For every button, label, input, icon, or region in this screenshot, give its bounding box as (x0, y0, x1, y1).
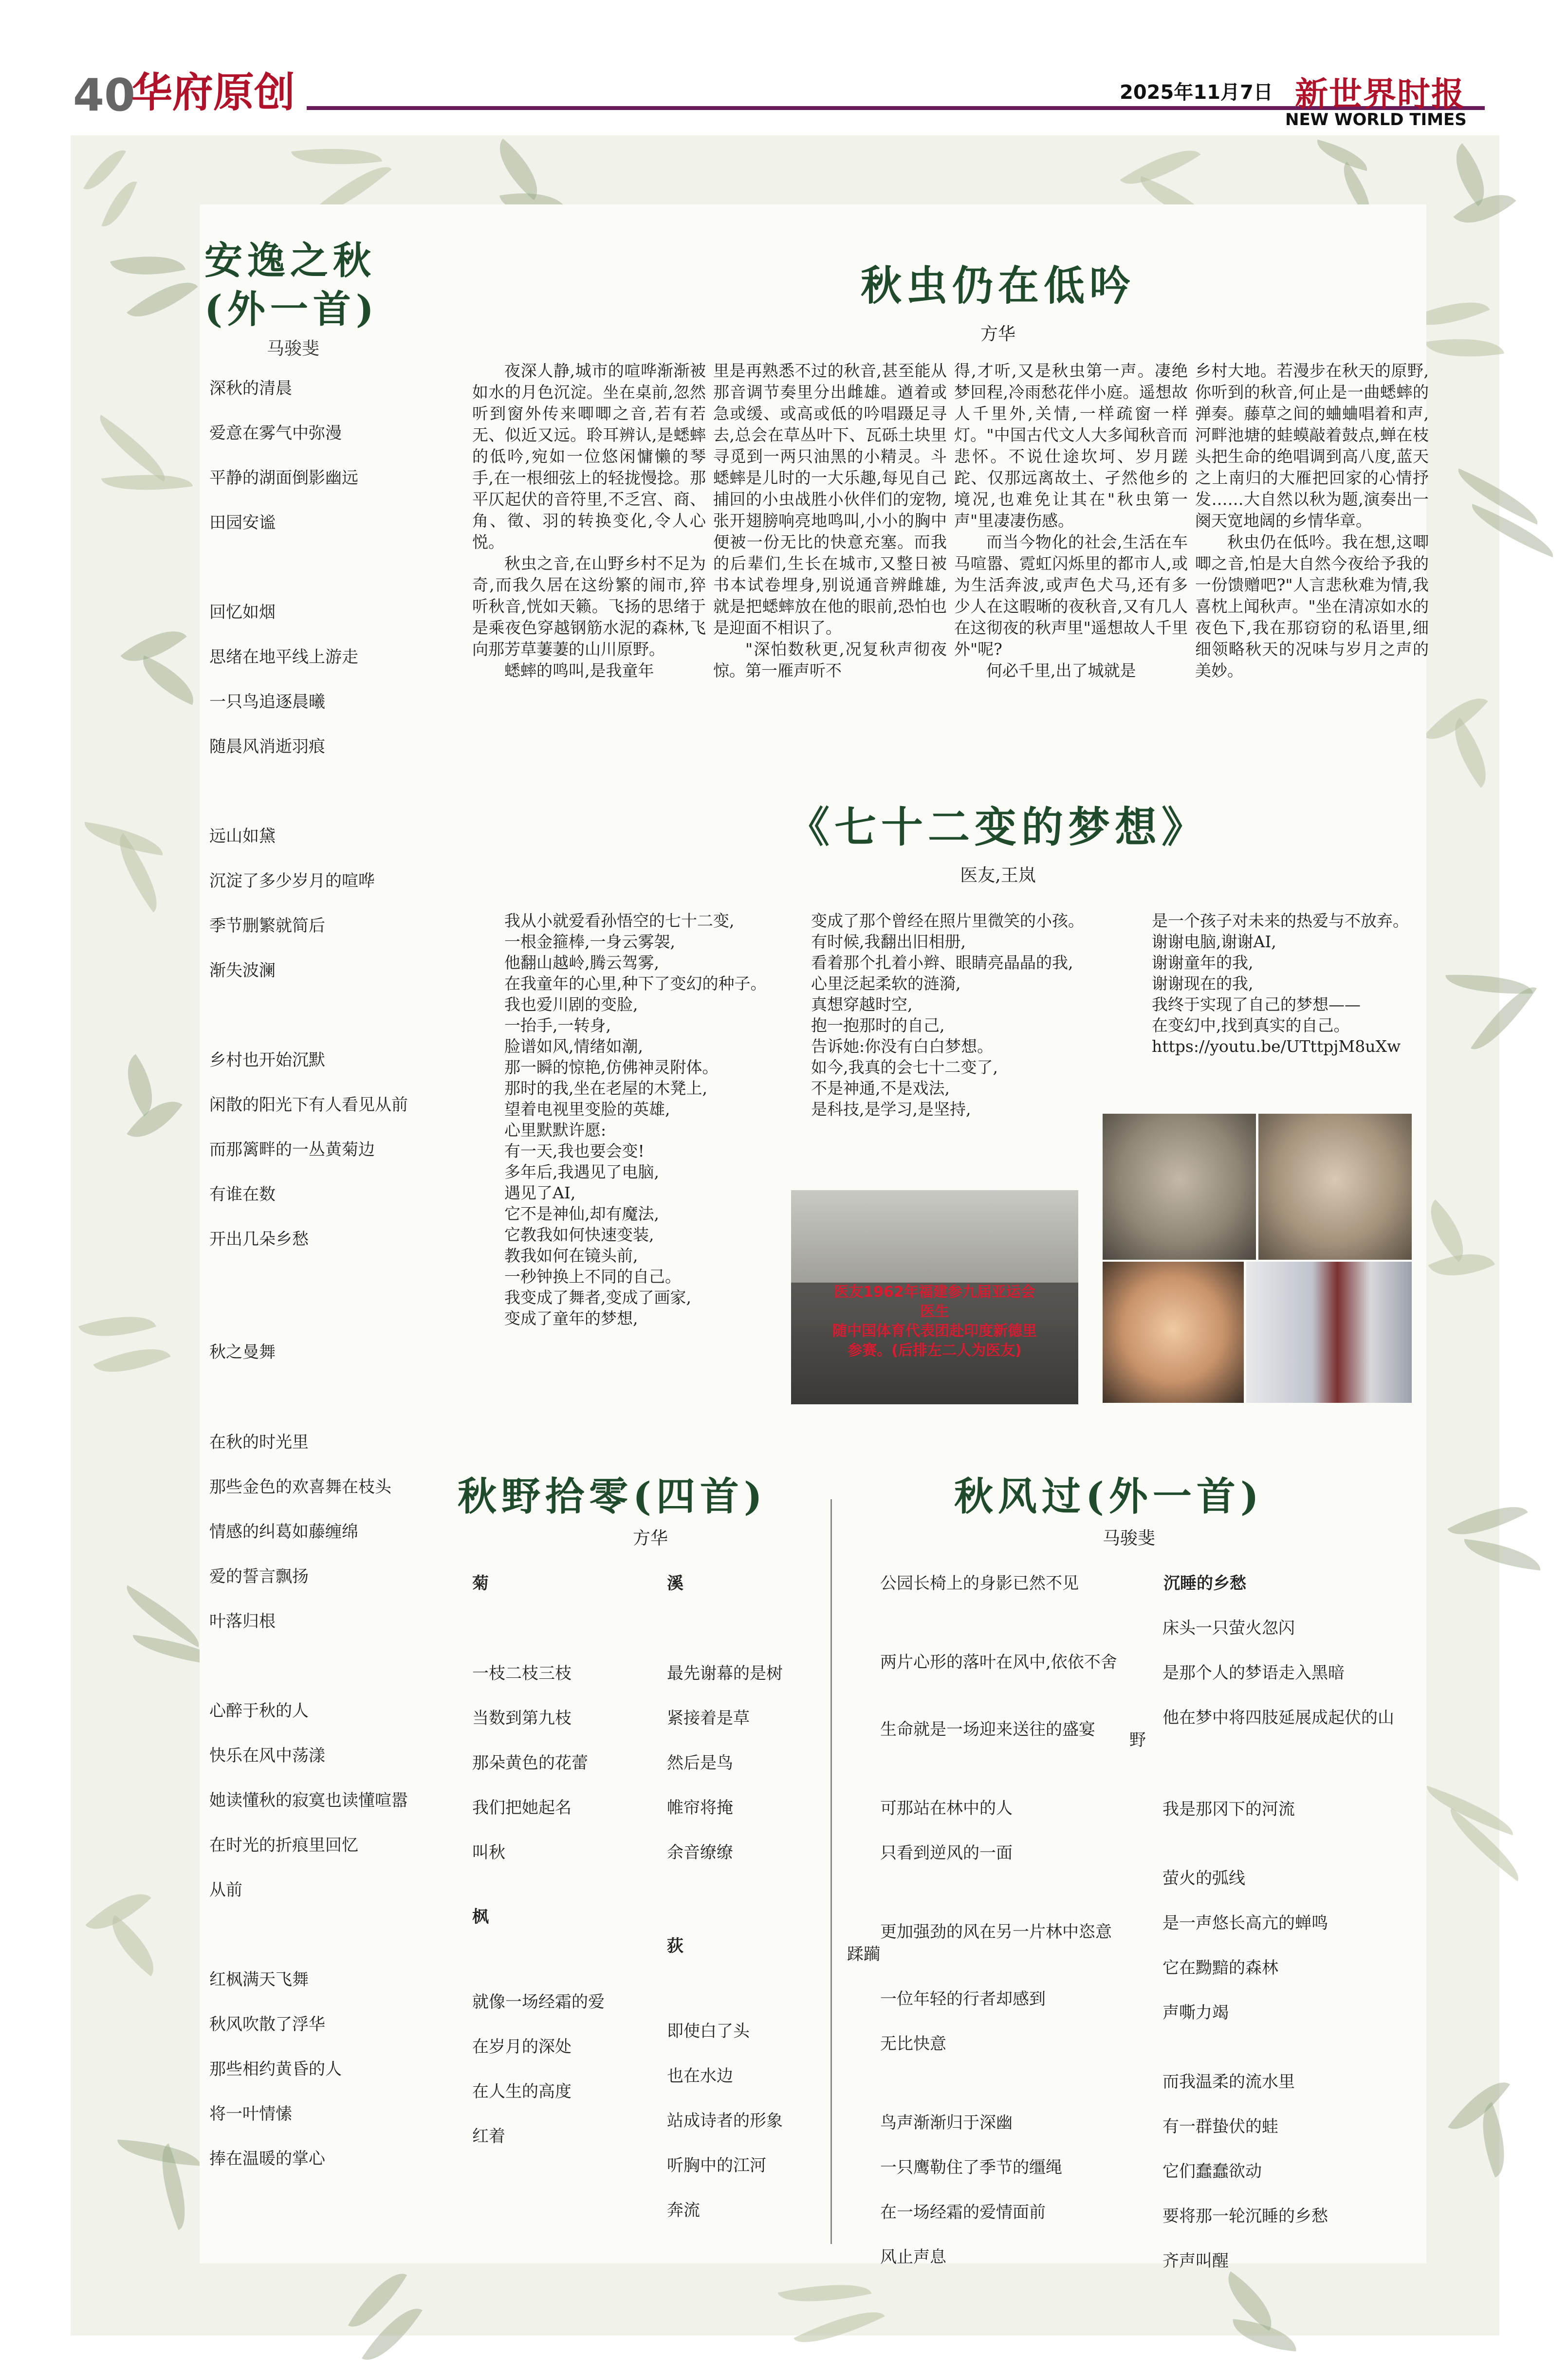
poem1-line: 乡村也开始沉默 (209, 1050, 325, 1070)
poem3-heading: 枫 (472, 1907, 489, 1927)
article1-paragraph: "深怕数秋更,况复秋声彻夜惊。第一雁声听不 (713, 640, 947, 680)
poem3-line: 那朵黄色的花蕾 (472, 1753, 588, 1773)
article1-paragraph: 秋虫之音,在山野乡村不足为奇,而我久居在这纷繁的闹市,猝听秋音,恍如天籁。飞扬的思绪于是乘夜色穿越钢筋水泥的森林,飞向那芳草萋萋的山川原野。 (472, 554, 706, 659)
article2-line: 抱一抱那时的自己, (811, 1016, 945, 1035)
poem3-line: 余音缭缭 (667, 1843, 733, 1862)
article2-line: 在我童年的心里,种下了变幻的种子。 (504, 974, 767, 993)
poem3-line: 听胸中的江河 (667, 2156, 766, 2175)
article2-line: 有时候,我翻出旧相册, (811, 932, 966, 951)
poem1-line: 思绪在地平线上游走 (209, 647, 358, 667)
poem4-line: 它们蠢蠢欲动 (1162, 2162, 1262, 2181)
portrait-gown (1246, 1262, 1412, 1403)
poem1-line: 季节删繁就简后 (209, 916, 325, 936)
poem4-line: 无比快意 (880, 2034, 946, 2054)
poem3-line: 在人生的高度 (472, 2082, 572, 2101)
poem3-line: 一枝二枝三枝 (472, 1664, 572, 1683)
poem3-line: 也在水边 (667, 2066, 733, 2086)
poem1-line: 平静的湖面倒影幽远 (209, 468, 358, 488)
poem3-line: 我们把她起名 (472, 1798, 572, 1818)
poem1-line: 她读懂秋的寂寞也读懂喧嚣 (209, 1791, 408, 1810)
poem4-line: 一位年轻的行者却感到 (880, 1989, 1046, 2009)
poem4-author: 马骏斐 (1103, 1528, 1156, 1548)
article1-title: 秋虫仍在低吟 (860, 261, 1135, 310)
article2-column-2 (779, 910, 1084, 1120)
poem1-line: 那些金色的欢喜舞在枝头 (209, 1477, 391, 1497)
article2-line: 告诉她:你没有白白梦想。 (811, 1037, 994, 1056)
poem1-line: 在秋的时光里 (209, 1433, 309, 1452)
photo-caption-line: 医友1962年福建参九届亚运会 (834, 1284, 1035, 1301)
poem1-line: 秋风吹散了浮华 (209, 2015, 325, 2034)
poem4-line: 一只鹰勒住了季节的缰绳 (880, 2158, 1062, 2177)
portrait-old-2 (1258, 1114, 1412, 1260)
poem4-line: 床头一只萤火忽闪 (1162, 1618, 1295, 1638)
poem3-line: 然后是鸟 (667, 1753, 733, 1773)
article2-line: 脸谱如风,情绪如潮, (504, 1037, 643, 1056)
poem1-line: 回忆如烟 (209, 603, 276, 622)
article2-line: 望着电视里变脸的英雄, (504, 1100, 670, 1119)
poem1-line: 将一叶情愫 (209, 2104, 292, 2124)
poem4-line: 在一场经霜的爱情面前 (880, 2203, 1046, 2222)
poem4-line: 声嘶力竭 (1162, 2003, 1229, 2023)
article2-line: 教我如何在镜头前, (504, 1246, 638, 1265)
poem1-line: 田园安谧 (209, 513, 276, 533)
poem3-line: 奔流 (667, 2201, 700, 2220)
poem1-line: 闲散的阳光下有人看见从前 (209, 1095, 408, 1115)
article2-title: 《七十二变的梦想》 (788, 803, 1208, 852)
poem4-line: 是一声悠长高亢的蝉鸣 (1162, 1913, 1328, 1933)
portrait-old-1 (1103, 1114, 1256, 1260)
poem4-line: 可那站在林中的人 (880, 1799, 1013, 1818)
poem4-subtitle: 沉睡的乡愁 (1163, 1574, 1246, 1593)
poem3-heading: 溪 (667, 1574, 683, 1593)
poem4-line: 更加强劲的风在另一片林中恣意蹂躏 (847, 1922, 1112, 1964)
poem4-line: 风止声息 (880, 2247, 946, 2267)
article1-paragraph: 里是再熟悉不过的秋音,甚至能从那音调节奏里分出雌雄。遒着或急或缓、或高或低的吟唱蹑足寻去,总会在草丛叶下、瓦砾土块里寻觅到一两只油黑的小精灵。斗蟋蟀是儿时的一大乐趣,每见自己捕回的小虫战胜小伙伴们的宠物,张开翅膀响亮地鸣叫,小小的胸中便被一份无比的快意充塞。而我的后辈们,生长在城市,又整日被书本试卷埋身,别说通音辨雌雄,就是把蟋蟀放在他的眼前,恐怕也是迎面不相识了。 (713, 361, 947, 637)
poem4-line: 鸟声渐渐归于深幽 (880, 2113, 1013, 2133)
poem1-title: 安逸之秋 (外一首) (204, 239, 379, 331)
article2-line: 他翻山越岭,腾云驾雾, (504, 953, 659, 972)
poem3-author: 方华 (633, 1528, 668, 1548)
poem1-line: 开出几朵乡愁 (209, 1230, 309, 1249)
newspaper-logo-en: NEW WORLD TIMES (1285, 110, 1467, 129)
poem1-line: 深秋的清晨 (209, 379, 292, 398)
article2-column-3 (1120, 910, 1409, 1057)
article1-column-4 (1195, 360, 1429, 681)
photo-caption (796, 1283, 1073, 1361)
poem1-line: 从前 (209, 1880, 242, 1900)
page-number: 40 (73, 69, 136, 121)
article2-line: 那一瞬的惊艳,仿佛神灵附体。 (504, 1058, 719, 1077)
poem1-line: 心醉于秋的人 (209, 1701, 309, 1721)
photo-caption-line: 随中国体育代表团赴印度新德里 (832, 1323, 1037, 1340)
poem1-line: 那些相约黄昏的人 (209, 2059, 342, 2079)
article2-line: 心里默默许愿: (504, 1121, 607, 1140)
article1-paragraph: 乡村大地。若漫步在秋天的原野,你听到的秋音,何止是一曲蟋蟀的弹奏。藤草之间的蛐蛐唱着和声,河畔池塘的蛙蟆敲着鼓点,蝉在枝头把生命的绝唱调到高八度,蓝天之上南归的大雁把回家的心情抒发……大自然以秋为题,演奏出一阕天宽地阔的乡情华章。 (1195, 361, 1429, 530)
poem1-line: 随晨风消逝羽痕 (209, 737, 325, 756)
poem3-line: 当数到第九枝 (472, 1709, 572, 1728)
photo-caption-line: 医生 (920, 1303, 949, 1320)
poem4-line: 两片心形的落叶在风中,依依不舍 (880, 1653, 1117, 1672)
poem1-line: 在时光的折痕里回忆 (209, 1836, 358, 1855)
article2-line: https://youtu.be/UTttpjM8uXw (1152, 1037, 1401, 1056)
poem1-line: 爱意在雾气中弥漫 (209, 423, 342, 443)
poem4-line: 齐声叫醒 (1162, 2251, 1229, 2271)
poem1-line: 远山如黛 (209, 827, 276, 846)
poem1-line: 渐失波澜 (209, 961, 276, 980)
poem1-line: 捧在温暖的掌心 (209, 2149, 325, 2169)
poem1-line: 有谁在数 (209, 1185, 276, 1204)
poem3-line: 最先谢幕的是树 (667, 1664, 783, 1683)
article2-line: 在变幻中,找到真实的自己。 (1152, 1016, 1350, 1035)
article1-paragraph: 秋虫仍在低吟。我在想,这唧唧之音,怕是大自然今夜给予我的一份馈赠吧?"人言悲秋难为情,我喜枕上闻秋声。"坐在清凉如水的夜色下,我在那窃窃的私语里,细细领略秋天的况味与岁月之声的美妙。 (1195, 533, 1429, 680)
article2-line: 如今,我真的会七十二变了, (811, 1058, 998, 1077)
article1-column-3 (954, 360, 1188, 681)
poem3-line: 在岁月的深处 (472, 2037, 572, 2057)
poem4-line: 我是那冈下的河流 (1162, 1800, 1295, 1819)
poem4-line: 有一群蛰伏的蛙 (1162, 2117, 1278, 2136)
poem3-line: 帷帘将掩 (667, 1798, 733, 1818)
article1-paragraph: 夜深人静,城市的喧哗渐渐被如水的月色沉淀。坐在桌前,忽然听到窗外传来唧唧之音,若有若无、似近又远。聆耳辨认,是蟋蟀的低吟,宛如一位悠闲慵懒的琴手,在一根细弦上的轻拢慢捻。那平仄起伏的音符里,不乏宫、商、角、徵、羽的转换变化,令人心悦。 (472, 361, 706, 552)
article2-line: 谢谢童年的我, (1152, 953, 1254, 972)
article2-line: 有一天,我也要会变! (504, 1141, 645, 1160)
poem4-line: 萤火的弧线 (1162, 1869, 1245, 1888)
article2-line: 不是神通,不是戏法, (811, 1079, 950, 1098)
poem3-line: 站成诗者的形象 (667, 2111, 783, 2131)
article2-line: 我从小就爱看孙悟空的七十二变, (504, 911, 735, 930)
article2-line: 是一个孩子对未来的热爱与不放弃。 (1152, 911, 1409, 930)
article2-line: 我变成了舞者,变成了画家, (504, 1288, 691, 1307)
article1-paragraph: 蟋蟀的鸣叫,是我童年 (504, 661, 654, 680)
section-title: 华府原创 (131, 69, 295, 116)
column-divider (830, 1499, 832, 2244)
poem1-line: 爱的誓言飘扬 (209, 1567, 309, 1586)
article2-line: 一抬手,一转身, (504, 1016, 611, 1035)
article2-line: 它教我如何快速变装, (504, 1225, 654, 1244)
issue-date: 2025年11月7日 (1120, 81, 1273, 104)
article2-line: 我也爱川剧的变脸, (504, 995, 638, 1014)
article1-paragraph: 而当今物化的社会,生活在车马喧嚣、霓虹闪烁里的都市人,或为生活奔波,或声色犬马,还有多少人在这暇晰的夜秋音,又有几人在这彻夜的秋声里"遥想故人千里外"呢? (954, 533, 1188, 659)
article2-line: 我终于实现了自己的梦想—— (1152, 995, 1361, 1014)
poem3-line: 紧接着是草 (667, 1709, 750, 1728)
article2-line: 心里泛起柔软的涟漪, (811, 974, 961, 993)
article2-line: 那时的我,坐在老屋的木凳上, (504, 1079, 707, 1098)
poem3-line: 红着 (472, 2127, 505, 2146)
article1-column-1 (472, 360, 706, 681)
article2-line: 变成了那个曾经在照片里微笑的小孩。 (811, 911, 1084, 930)
photo-caption-line: 参赛。(后排左二人为医友) (848, 1342, 1022, 1359)
poem1-line: 而那篱畔的一丛黄菊边 (209, 1140, 375, 1159)
poem1-line: 一只鸟追逐晨曦 (209, 692, 325, 712)
article1-paragraph: 得,才听,又是秋虫第一声。凄绝梦回程,冷雨愁花伴小庭。遥想故人千里外,关情,一样疏窗一样灯。"中国古代文人大多闻秋音而悲怀。不说仕途坎坷、岁月蹉跎、仅那远离故土、孑然他乡的境况,也难免让其在"秋虫第一声"里凄凄伤感。 (954, 361, 1188, 530)
article2-line: 变成了童年的梦想, (504, 1309, 638, 1328)
poem4-line: 只看到逆风的一面 (880, 1843, 1013, 1863)
poem1-line: 红枫满天飞舞 (209, 1970, 309, 1989)
article2-column-1 (472, 910, 769, 1329)
poem1-author: 马骏斐 (267, 339, 320, 359)
poem1-line: 沉淀了多少岁月的喧哗 (209, 871, 375, 891)
poem3-line: 就像一场经霜的爱 (472, 1992, 605, 2012)
article2-line: 一秒钟换上不同的自己。 (504, 1267, 681, 1286)
article2-author: 医友,王岚 (960, 865, 1036, 885)
poem4-line: 生命就是一场迎来送往的盛宴 (880, 1720, 1095, 1739)
article2-line: 谢谢现在的我, (1152, 974, 1254, 993)
article1-author: 方华 (980, 324, 1015, 344)
poem4-line: 要将那一轮沉睡的乡愁 (1162, 2207, 1328, 2226)
poem3-line: 叫秋 (472, 1843, 505, 1862)
article2-line: 一根金箍棒,一身云雾袈, (504, 932, 675, 951)
article2-line: 遇见了AI, (504, 1183, 576, 1202)
poem1-line: 快乐在风中荡漾 (209, 1746, 325, 1765)
poem4-line: 它在黝黯的森林 (1162, 1958, 1278, 1978)
poem1-line: 叶落归根 (209, 1612, 276, 1631)
poem3-heading: 荻 (667, 1936, 683, 1956)
poem3-title: 秋野拾零(四首) (458, 1473, 767, 1519)
poem1-subtitle: 秋之曼舞 (209, 1342, 276, 1362)
article2-line: 谢谢电脑,谢谢AI, (1152, 932, 1276, 951)
poem4-title: 秋风过(外一首) (954, 1473, 1264, 1519)
article2-line: 多年后,我遇见了电脑, (504, 1162, 659, 1181)
poem4-line: 他在梦中将四肢延展成起伏的山野 (1129, 1708, 1394, 1750)
poem4-line: 是那个人的梦语走入黑暗 (1162, 1663, 1345, 1683)
article2-line: 看着那个扎着小辫、眼睛亮晶晶的我, (811, 953, 1073, 972)
article1-column-2 (713, 360, 947, 681)
article2-line: 真想穿越时空, (811, 995, 913, 1014)
poem4-line: 公园长椅上的身影已然不见 (880, 1574, 1079, 1593)
poem3-heading: 菊 (472, 1574, 489, 1593)
portrait-ai (1103, 1262, 1244, 1403)
poem4-line: 而我温柔的流水里 (1162, 2072, 1295, 2092)
poem3-line: 即使白了头 (667, 2022, 750, 2041)
newspaper-logo: 新世界时报 (1295, 75, 1466, 114)
article1-paragraph: 何必千里,出了城就是 (986, 661, 1136, 680)
article2-line: 它不是神仙,却有魔法, (504, 1204, 659, 1223)
article2-line: 是科技,是学习,是坚持, (811, 1100, 971, 1119)
poem1-line: 情感的纠葛如藤缠绵 (209, 1522, 358, 1542)
